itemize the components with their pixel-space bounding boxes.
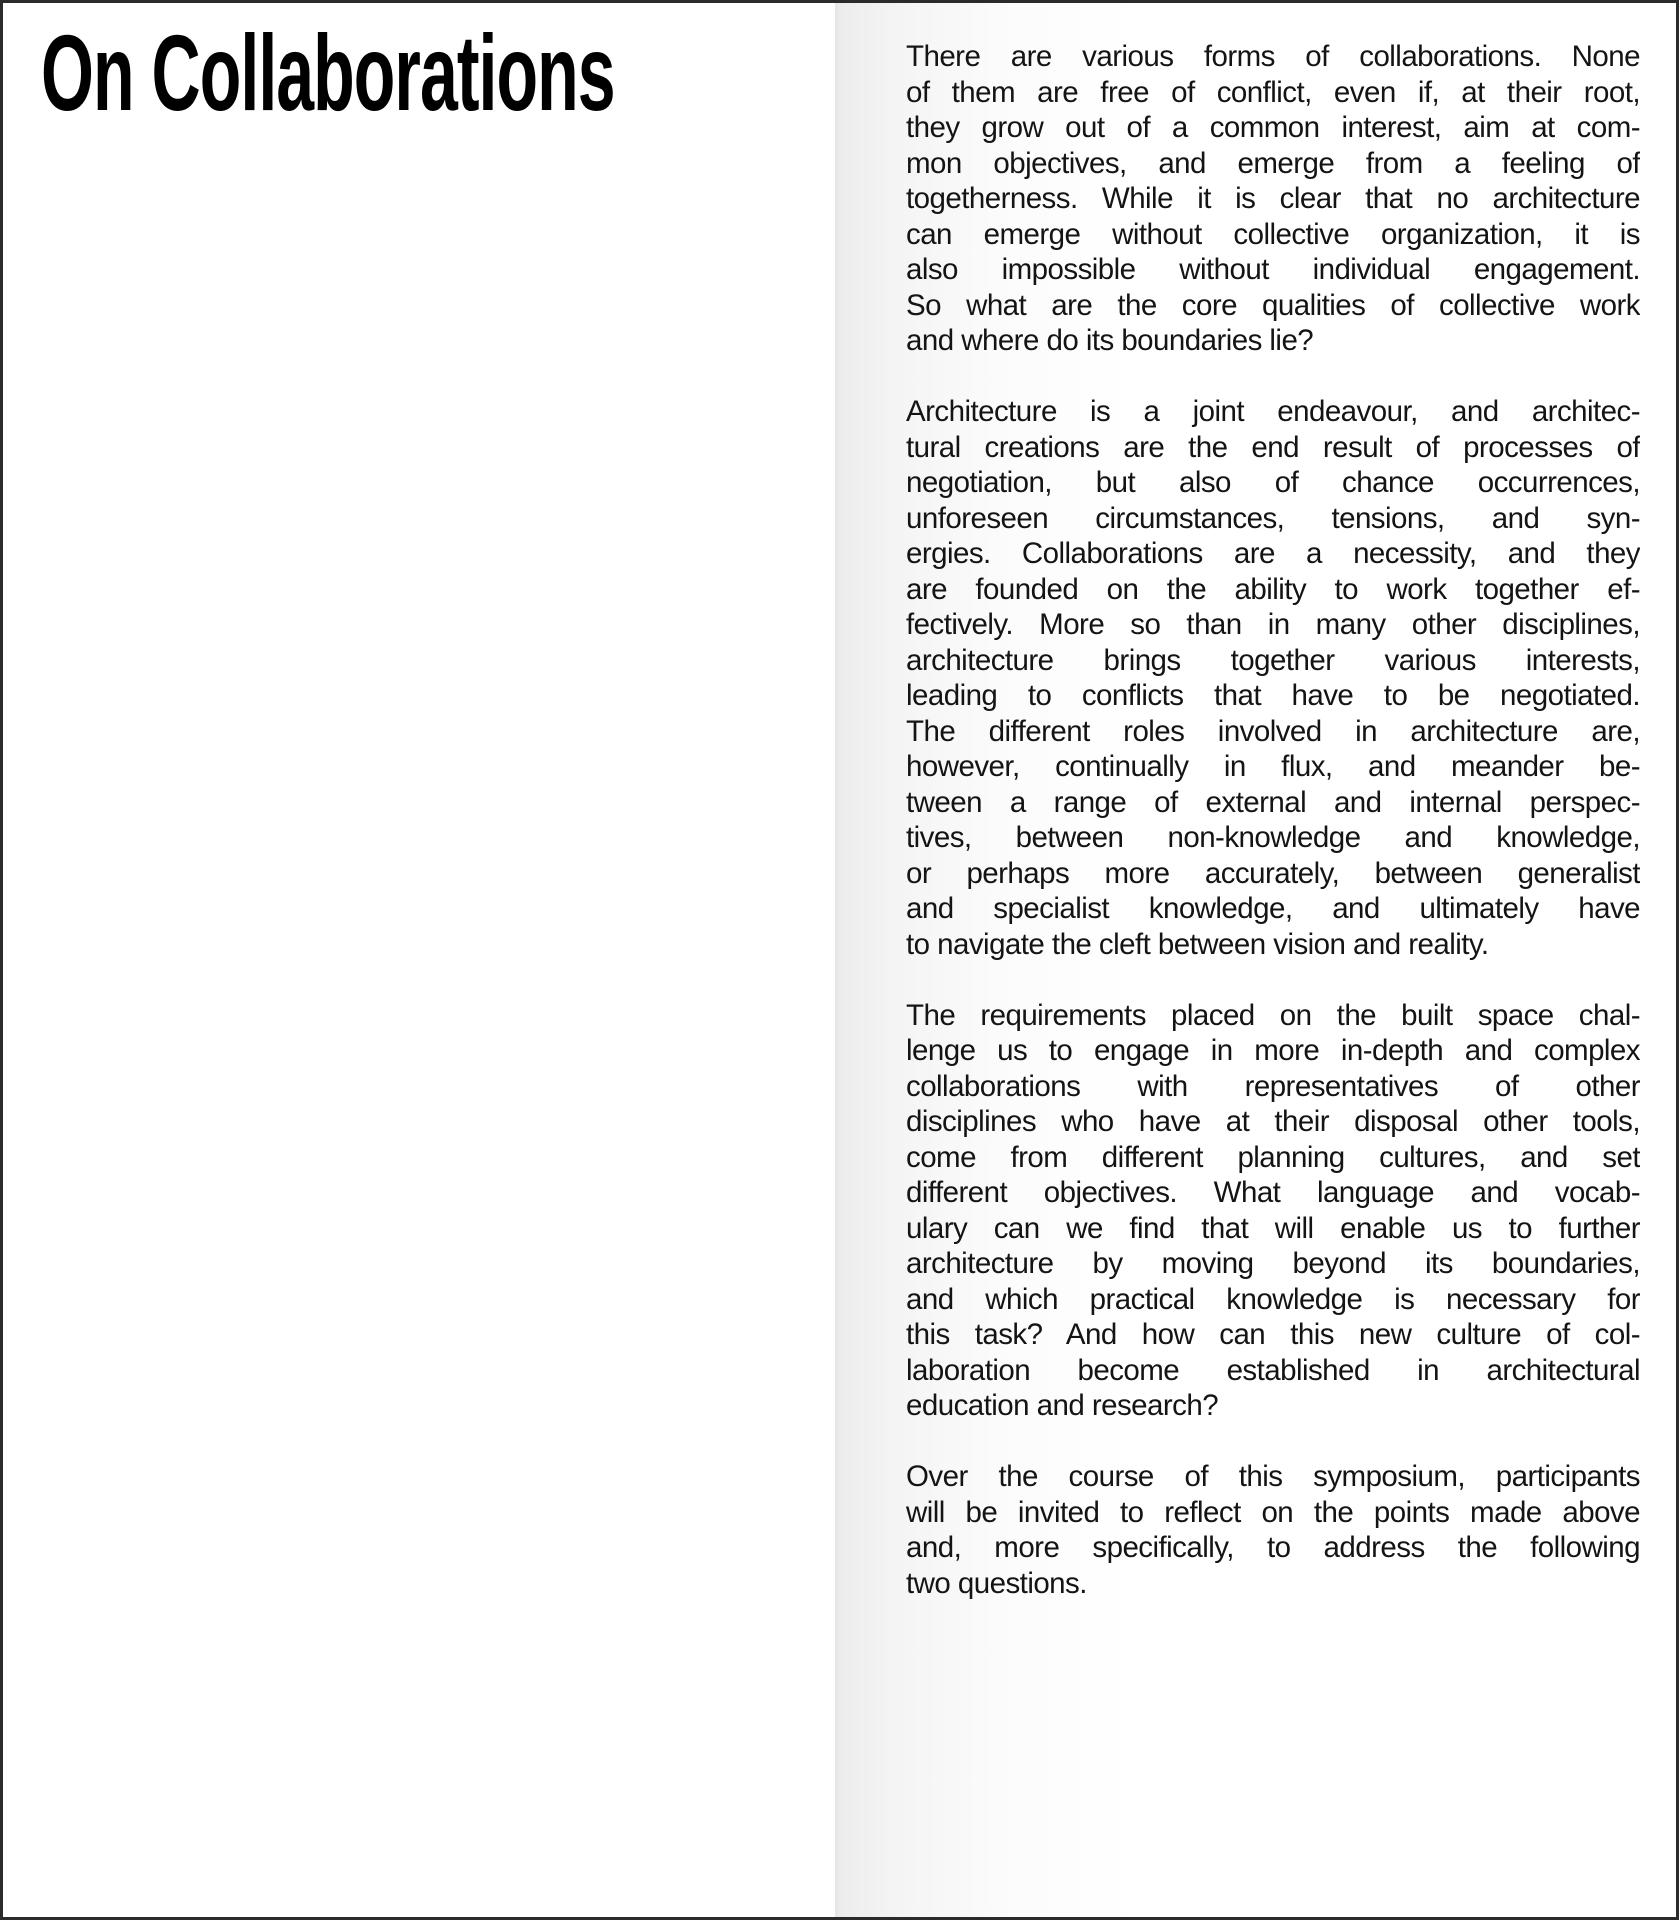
paragraph (906, 394, 1640, 962)
text-line: also impossible without individual engagement. (906, 253, 1640, 286)
text-line: of them are free of conflict, even if, at their root, (906, 75, 1640, 109)
text-line: negotiation, but also of chance occurrences, (906, 466, 1640, 499)
page-title: On Collaborations (41, 12, 615, 133)
text-line: and specialist knowledge, and ultimately have (906, 892, 1640, 925)
text-column (906, 39, 1640, 1601)
text-line: fectively. More so than in many other disciplines, (906, 608, 1640, 641)
text-line: or perhaps more accurately, between generalist (906, 856, 1640, 890)
text-line: ergies. Collaborations are a necessity, and they (906, 537, 1640, 570)
paragraph (906, 998, 1640, 1424)
paragraph (906, 39, 1640, 359)
paragraph (906, 1459, 1640, 1601)
text-line: Architecture is a joint endeavour, and architec- (906, 395, 1640, 428)
text-line: unforeseen circumstances, tensions, and syn- (906, 501, 1640, 535)
text-line: this task? And how can this new culture of col- (906, 1318, 1640, 1351)
text-line: however, continually in flux, and meander be- (906, 750, 1640, 783)
text-line: disciplines who have at their disposal other tools, (906, 1105, 1640, 1138)
text-line: architecture by moving beyond its boundaries, (906, 1247, 1640, 1280)
text-line: collaborations with representatives of other (906, 1069, 1640, 1103)
text-line: different objectives. What language and vocab- (906, 1176, 1640, 1209)
text-line: come from different planning cultures, and set (906, 1140, 1640, 1174)
text-line: education and research? (906, 1389, 1219, 1422)
text-line: architecture brings together various interests, (906, 643, 1640, 677)
text-line: and where do its boundaries lie? (906, 324, 1314, 357)
text-line: two questions. (906, 1566, 1087, 1600)
text-line: leading to conflicts that have to be negotiated. (906, 679, 1640, 712)
text-line: lenge us to engage in more in-depth and complex (906, 1034, 1640, 1067)
text-line: There are various forms of collaborations. None (906, 40, 1640, 73)
text-line: they grow out of a common interest, aim at com- (906, 111, 1640, 144)
text-line: laboration become established in architectural (906, 1353, 1640, 1387)
text-line: The different roles involved in architecture are, (906, 714, 1640, 748)
text-line: ulary can we find that will enable us to further (906, 1211, 1640, 1245)
text-line: tural creations are the end result of processes of (906, 430, 1640, 464)
text-line: Over the course of this symposium, participants (906, 1460, 1640, 1493)
text-line: will be invited to reflect on the points made above (906, 1495, 1640, 1529)
text-line: can emerge without collective organization, it is (906, 217, 1640, 251)
text-line: to navigate the cleft between vision and reality. (906, 927, 1489, 961)
text-line: tives, between non-knowledge and knowledge, (906, 821, 1640, 854)
text-line: togetherness. While it is clear that no architecture (906, 182, 1640, 215)
text-line: and which practical knowledge is necessary for (906, 1282, 1640, 1316)
text-line: The requirements placed on the built space chal- (906, 998, 1640, 1032)
text-line: So what are the core qualities of collective work (906, 288, 1640, 322)
text-line: and, more specifically, to address the following (906, 1531, 1640, 1564)
text-line: mon objectives, and emerge from a feeling of (906, 146, 1640, 180)
text-line: tween a range of external and internal perspec- (906, 785, 1640, 819)
text-line: are founded on the ability to work together ef- (906, 572, 1640, 606)
